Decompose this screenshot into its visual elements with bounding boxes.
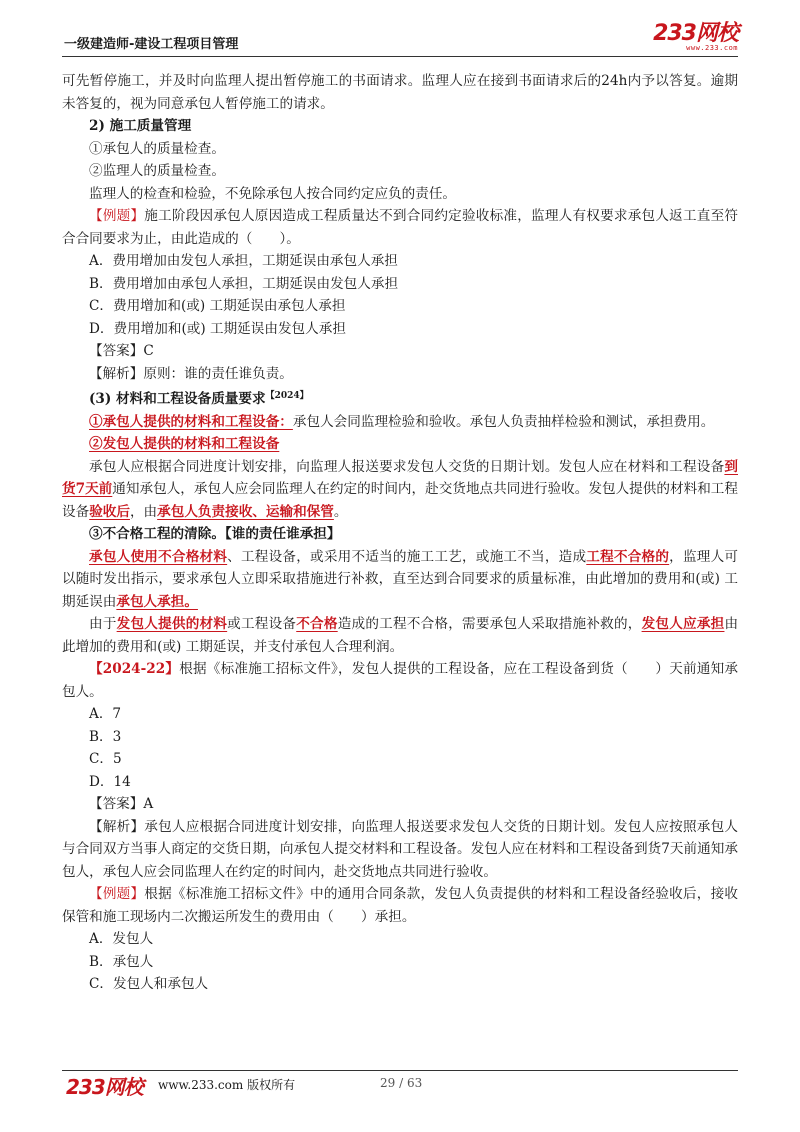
- list-item: ①承包人的质量检查。: [89, 140, 225, 157]
- text-segment: 由此增加的费用和(或) 工期延误，并支付承包人合理利润。: [62, 616, 739, 655]
- page-number: 29 / 63: [380, 1076, 423, 1090]
- materials-item-1: [62, 411, 738, 434]
- highlight-7days: 到货7天前: [62, 458, 738, 497]
- text-segment: 通知承包人，承包人应会同监理人在约定的时间内，赴交货地点共同进行验收。发包人提供的材料和工程设备: [62, 481, 738, 520]
- answer: 【答案】A: [89, 796, 154, 812]
- document-title: 一级建造师-建设工程项目管理: [64, 37, 239, 52]
- option-a: A．发包人: [89, 931, 154, 947]
- option-a: A．费用增加由发包人承担，工期延误由承包人承担: [89, 253, 398, 269]
- option-b: B．费用增加由承包人承担，工期延误由发包人承担: [89, 275, 399, 292]
- option-c: C．5: [89, 751, 122, 767]
- text-segment: 。: [333, 503, 348, 520]
- highlight-heading: ②发包人提供的材料和工程设备: [89, 436, 280, 452]
- highlight-unqualified: 不合格: [296, 616, 338, 632]
- option-b: B．承包人: [89, 953, 154, 970]
- footer-copyright: www.233.com 版权所有: [158, 1078, 296, 1092]
- example-tag: 【例题】: [89, 886, 145, 902]
- section-title-quality: 2) 施工质量管理: [89, 118, 192, 134]
- analysis: 【解析】承包人应根据合同进度计划安排，向监理人报送要求发包人交货的日期计划。发包人应按照承包人与合同双方当事人商定的交货日期，向承包人提交材料和工程设备。发包人应在材料和工程设备到货7天前通知承包人，承包人应会同监理人在约定的时间内，赴交货地点共同进行验收。: [62, 818, 738, 880]
- question-text: 施工阶段因承包人原因造成工程质量达不到合同约定验收标准，监理人有权要求承包人返工直至符合合同要求为止，由此造成的（ ）。: [62, 208, 739, 247]
- page-footer: [62, 1064, 738, 1104]
- text-segment: 造成的工程不合格，需要承包人采取措施补救的，: [337, 616, 642, 632]
- exam-tag: 【2024-22】: [89, 661, 180, 677]
- materials-item-2: [62, 433, 738, 456]
- materials-item-3: [62, 523, 738, 546]
- text-segment: 或工程设备: [227, 616, 297, 632]
- highlight-defective-materials: 承包人使用不合格材料: [89, 548, 228, 565]
- logo-url: www.233.com: [686, 44, 738, 52]
- example-tag: 【例题】: [89, 208, 145, 224]
- text-segment: ，由: [129, 503, 158, 520]
- text-segment: 、工程设备，或采用不适当的施工工艺，或施工不当，造成: [227, 548, 587, 565]
- option-d: D．14: [89, 773, 131, 790]
- highlight-owner-materials: 发包人提供的材料: [116, 616, 228, 632]
- highlight-owner-bears: 发包人应承担: [641, 616, 725, 632]
- example-question-2: [62, 658, 738, 703]
- option-a: A．7: [89, 706, 122, 722]
- year-tag: 【2024】: [265, 391, 309, 401]
- section-title-text: (3) 材料和工程设备质量要求: [89, 391, 266, 407]
- page-content: [62, 70, 738, 996]
- example-question-1: [62, 205, 738, 250]
- item-note: 【谁的责任谁承担】: [224, 526, 341, 542]
- example-question-3: [62, 883, 738, 928]
- logo-text: 233网校: [653, 21, 738, 46]
- option-b: B．3: [89, 728, 122, 745]
- option-c: C．费用增加和(或) 工期延误由承包人承担: [89, 298, 346, 314]
- header-divider: [62, 56, 738, 57]
- option-d: D．费用增加和(或) 工期延误由发包人承担: [89, 320, 346, 337]
- paragraph-contractor-defect: [62, 546, 738, 614]
- highlight-contractor-bears: 承包人承担。: [116, 593, 198, 610]
- highlight-after-acceptance: 验收后: [89, 503, 130, 520]
- answer: 【答案】C: [89, 343, 154, 359]
- highlight-contractor-responsibility: 承包人负责接收、运输和保管: [157, 503, 334, 520]
- question-text: 根据《标准施工招标文件》，发包人提供的工程设备，应在工程设备到货（ ）天前通知承包人。: [62, 661, 738, 700]
- paragraph-intro: 可先暂停施工，并及时向监理人提出暂停施工的书面请求。监理人应在接到书面请求后的24h内予以答复。逾期未答复的，视为同意承包人暂停施工的请求。: [62, 73, 738, 112]
- text-segment: 承包人应根据合同进度计划安排，向监理人报送要求发包人交货的日期计划。发包人应在材料和工程设备: [89, 458, 725, 475]
- paragraph-note: 监理人的检查和检验，不免除承包人按合同约定应负的责任。: [89, 185, 457, 202]
- footer-divider: [62, 1070, 738, 1071]
- item-heading: ③不合格工程的清除。: [89, 526, 225, 542]
- text-segment: 由于: [89, 616, 117, 632]
- brand-logo: [653, 22, 738, 52]
- highlight-heading: ①承包人提供的材料和工程设备：: [89, 413, 293, 430]
- section-title-materials: [62, 385, 738, 411]
- question-text: 根据《标准施工招标文件》中的通用合同条款，发包人负责提供的材料和工程设备经验收后，接收保管和施工现场内二次搬运所发生的费用由（ ）承担。: [62, 886, 739, 925]
- page-header: [62, 21, 738, 60]
- paragraph-owner-supply: [62, 456, 738, 524]
- list-item: ②监理人的质量检查。: [89, 163, 225, 179]
- item-text: 承包人会同监理检验和验收。承包人负责抽样检验和测试，承担费用。: [292, 413, 715, 430]
- option-c: C．发包人和承包人: [89, 976, 209, 992]
- text-segment: ，监理人可以随时发出指示，要求承包人立即采取措施进行补救，直至达到合同要求的质量标准，由此增加的费用和(或) 工期延误由: [62, 548, 739, 610]
- analysis: 【解析】原则：谁的责任谁负责。: [89, 365, 293, 382]
- highlight-nonconforming: 工程不合格的: [586, 548, 670, 565]
- paragraph-owner-defect: [62, 613, 738, 658]
- footer-logo: 233网校: [66, 1075, 143, 1099]
